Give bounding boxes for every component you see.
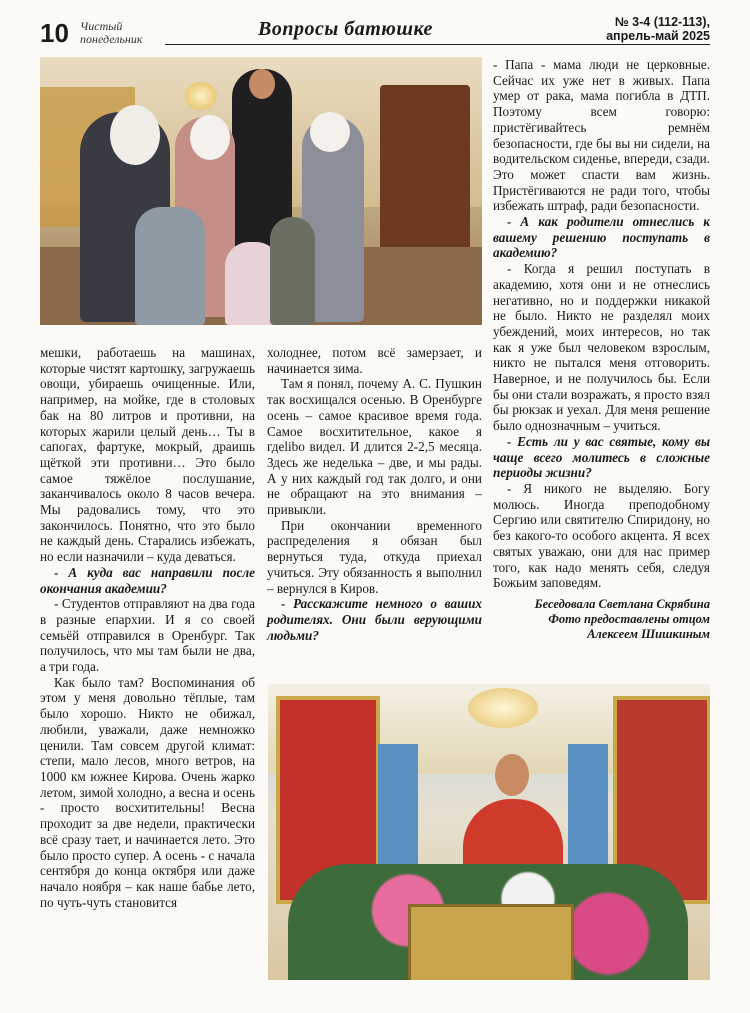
brand-line-1: Чистый [80,19,123,33]
text-column-2 [267,345,482,643]
issue-info [606,15,710,43]
issue-number: № 3-4 (112-113), [614,15,710,29]
paragraph: Как было там? Воспоминания об этом у меня довольно тёплые, там было хорошо. Никто не обижал, любили, уважали, даже немножко ценили. Там совсем другой климат: степи, мало лесов, много ветров, на 1000 км южнее Кирова. Очень жарко летом, зимой холодно, а весна и осень - просто восхитительны! Весна проходит за две недели, практически всё сразу тает, и начинается лето. Это было просто супер. А осень - с начала сентября до конца октября или даже начало ноября – как наше бабье лето, по чуть-чуть становится [40,674,255,910]
paragraph: холоднее, потом всё замерзает, и начинается зима. [267,345,482,376]
question: - А как родители отнеслись к вашему решению поступать в академию? [493,214,710,261]
paragraph: При окончании временного распределения я обязан был вернуться туда, откуда приехал учиться. Эту обязанность я выполнил – вернулся в Киров. [267,517,482,596]
paragraph: - Когда я решил поступать в академию, хотя они и не отнеслись негативно, но и поддержки никакой не было. Никто не разделял моих убеждений, моих интересов, но так как я уже был человеком взрослым, никто не пытался меня отговорить. Наверное, и не получилось бы. Если бы они стали возражать, я просто взял бы рюкзак и уехал. Для меня решение было однозначным – учиться. [493,261,710,434]
photo-credit [493,597,710,642]
paragraph: мешки, работаешь на машинах, которые чистят картошку, загружаешь овощи, убираешь очищенные. Или, например, на мойке, где в столовых бак на 80 литров и противни, на которых жарили целый день… Ты в сапогах, фартуке, мокрый, драишь щёткой эти противни… Это было самое тяжёлое послушание, заканчивалось около 8 часов вечера. Мы радовались тому, что это закончилось. Понятно, что это было не каждый день. Старались избежать, но если назначили – куда деваться. [40,345,255,565]
priest-at-altar-photo [268,684,710,980]
header-rule [165,44,710,45]
credit-author: Беседовала Светлана Скрябина [534,596,710,611]
paragraph: - Я никого не выделяю. Богу молюсь. Иногда преподобному Сергию или святителю Спиридону, но без какого-то особого акцента. Я всех святых уважаю, они для нас пример того, как надо менять себя, следуя Божьим заповедям. [493,480,710,591]
page-number: 10 [40,18,69,48]
section-title: Вопросы батюшке [258,18,433,40]
issue-date: апрель-май 2025 [606,29,710,43]
family-photo [40,57,482,325]
credit-photographer: Алексеем Шишкиным [587,626,710,641]
brand-line-2: понедельник [80,32,143,46]
credit-photo: Фото предоставлены отцом [548,611,710,626]
text-column-1 [40,345,255,910]
question: - Расскажите немного о ваших родителях. Они были верующими людьми? [267,596,482,643]
text-column-3 [493,57,710,642]
newspaper-brand [80,20,142,46]
paragraph: - Студентов отправляют на два года в разные епархии. И я со своей семьёй отправился в Оренбург. Так получилось, что мы там были не два, а три года. [40,596,255,675]
question: - Есть ли у вас святые, кому вы чаще всего молитесь в сложные периоды жизни? [493,433,710,481]
paragraph: Там я понял, почему А. С. Пушкин так восхищался осенью. В Оренбурге осень – самое красивое время года. Самое восхитительное, какое я гдelibo видел. И длится 2-2,5 месяца. Здесь же неделька – две, и мы рады. А у них каждый год так долго, и они не обращают на это внимания – привыкли. [267,376,482,518]
paragraph: - Папа - мама люди не церковные. Сейчас их уже нет в живых. Папа умер от рака, мама погибла в ДТП. Поэтому всем говорю: пристёгивайтесь ремнём безопасности, где бы вы ни сидели, на водительском сиденье, впереди, сзади. Это может спасти вам жизнь. Пристёгиваются не ради того, чтобы избежать штраф, ради безопасности. [493,57,710,214]
question: - А куда вас направили после окончания академии? [40,564,255,596]
